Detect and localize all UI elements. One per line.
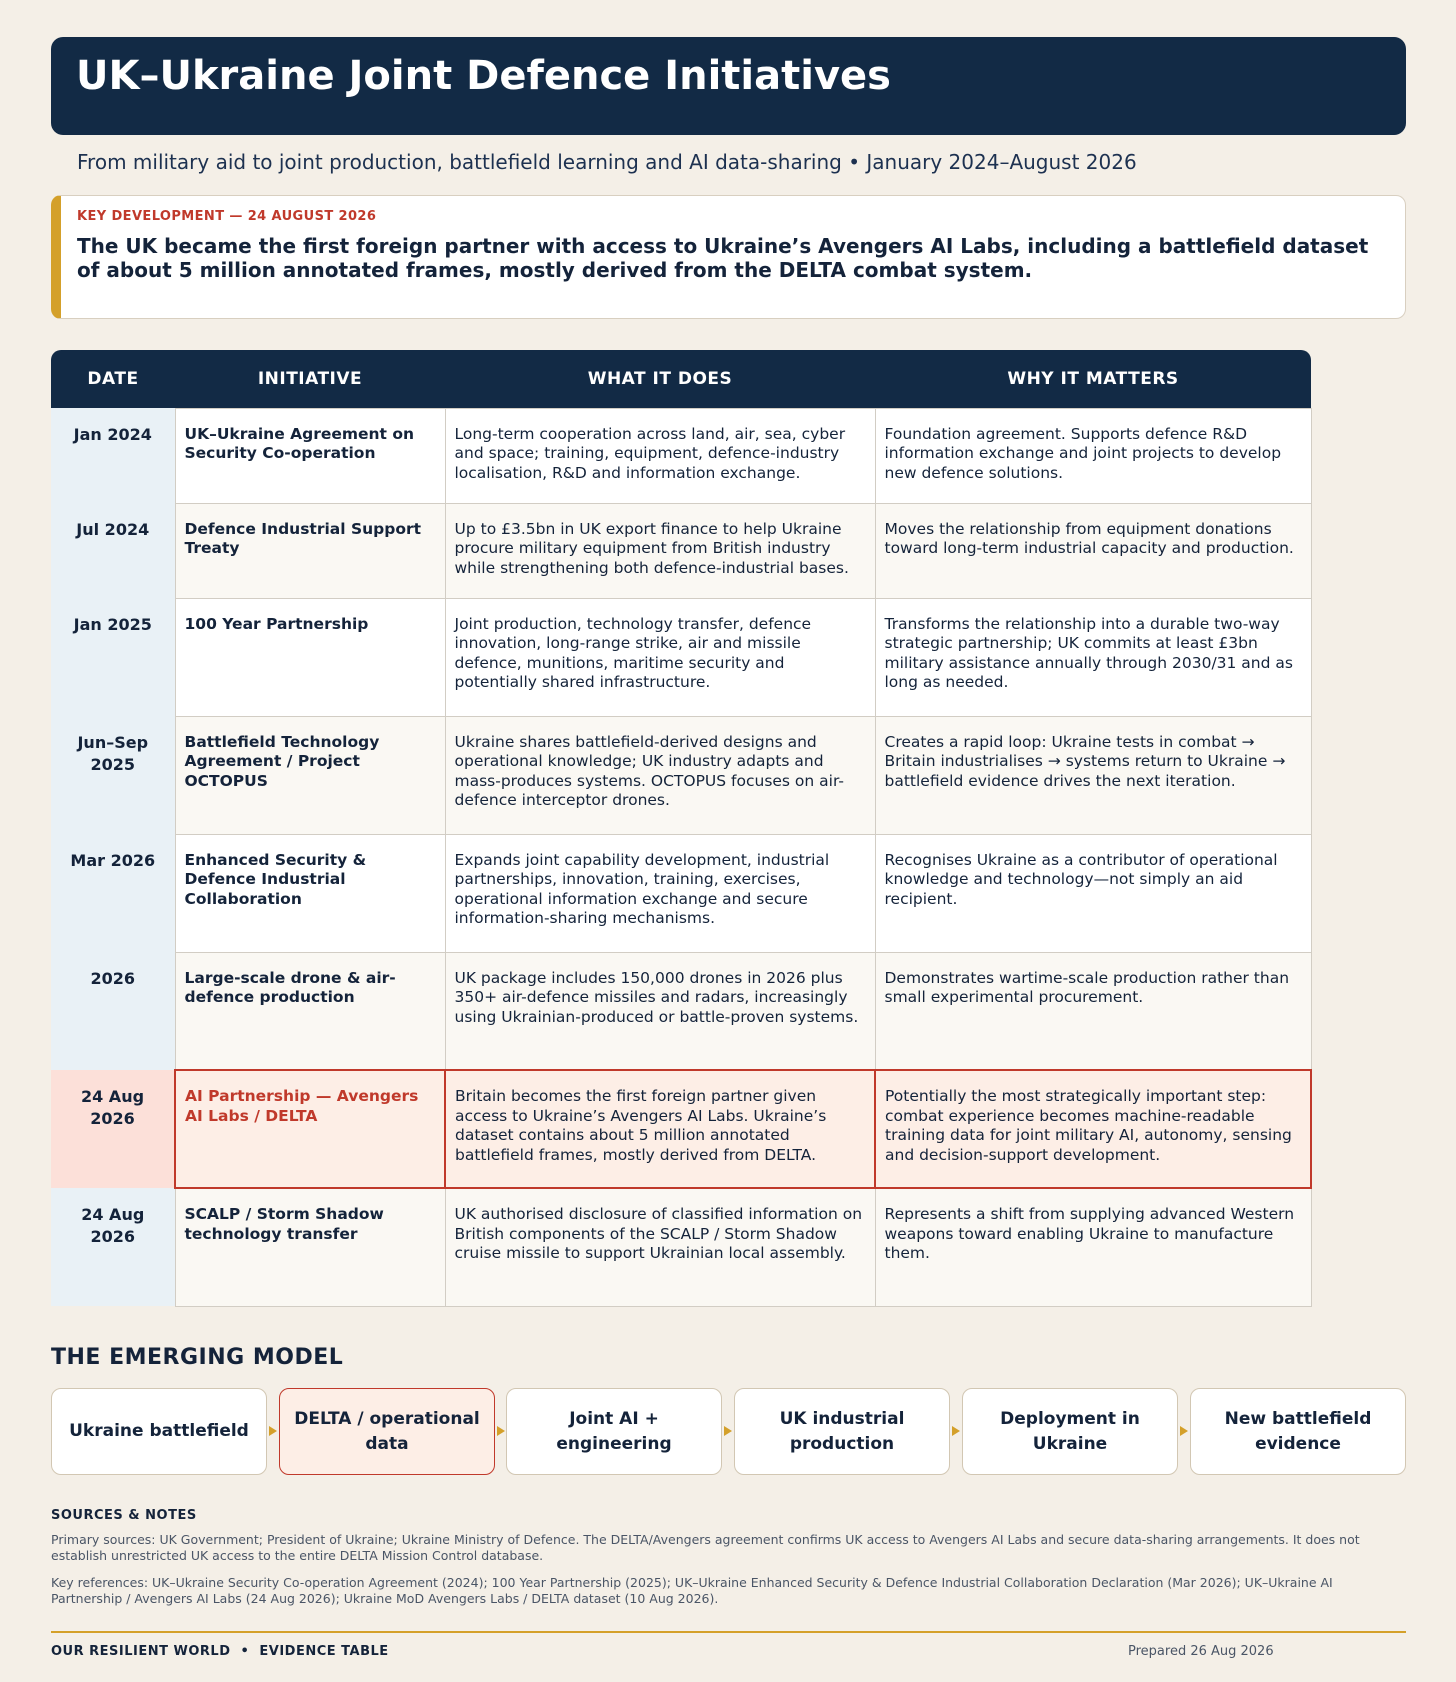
row-initiative: UK–Ukraine Agreement on Security Co-operation [175, 408, 445, 503]
column-header-what: WHAT IT DOES [445, 350, 875, 408]
row-why: Potentially the most strategically important step: combat experience becomes machine-readable training data for joint military AI, autonomy, sensing and decision-support development. [875, 1070, 1311, 1188]
column-header-date: DATE [51, 350, 175, 408]
row-why: Moves the relationship from equipment donations toward long-term industrial capacity and production. [875, 503, 1311, 598]
footer-brand: OUR RESILIENT WORLD • EVIDENCE TABLE [51, 1644, 389, 1659]
table-row [51, 408, 1311, 503]
row-date: Jun–Sep 2025 [51, 716, 175, 834]
arrow-right-icon [497, 1426, 505, 1436]
row-why: Recognises Ukraine as a contributor of operational knowledge and technology—not simply an aid recipient. [875, 834, 1311, 952]
arrow-right-icon [1180, 1426, 1188, 1436]
row-initiative: Enhanced Security & Defence Industrial Collaboration [175, 834, 445, 952]
row-date: Jan 2025 [51, 598, 175, 716]
row-why: Creates a rapid loop: Ukraine tests in combat → Britain industrialises → systems return to Ukraine → battlefield evidence drives the next iteration. [875, 716, 1311, 834]
row-initiative: Battlefield Technology Agreement / Project OCTOPUS [175, 716, 445, 834]
column-header-initiative: INITIATIVE [175, 350, 445, 408]
row-what: Expands joint capability development, industrial partnerships, innovation, training, exercises, operational information exchange and secure information-sharing mechanisms. [445, 834, 875, 952]
table-row [51, 598, 1311, 716]
arrow-right-icon [724, 1426, 732, 1436]
sources-title: SOURCES & NOTES [51, 1508, 197, 1523]
title-bar [51, 37, 1406, 135]
row-initiative: Large-scale drone & air-defence production [175, 952, 445, 1070]
row-initiative: Defence Industrial Support Treaty [175, 503, 445, 598]
row-initiative: 100 Year Partnership [175, 598, 445, 716]
table-row [51, 716, 1311, 834]
row-why: Demonstrates wartime-scale production rather than small experimental procurement. [875, 952, 1311, 1070]
row-date: 24 Aug 2026 [51, 1070, 175, 1188]
footer-prepared-date: Prepared 26 Aug 2026 [1128, 1644, 1274, 1659]
page-title: UK–Ukraine Joint Defence Initiatives [76, 53, 891, 99]
column-header-why: WHY IT MATTERS [875, 350, 1311, 408]
row-why: Transforms the relationship into a durable two-way strategic partnership; UK commits at least £3bn military assistance annually through 2030/31 and as long as needed. [875, 598, 1311, 716]
model-step: Joint AI + engineering [506, 1388, 722, 1475]
table-row [51, 503, 1311, 598]
table-header-row [51, 350, 1311, 408]
page-subtitle: From military aid to joint production, battlefield learning and AI data-sharing • January 2024–August 2026 [77, 150, 1137, 174]
key-development-box [51, 195, 1406, 319]
model-step: UK industrial production [734, 1388, 950, 1475]
key-development-text: The UK became the first foreign partner with access to Ukraine’s Avengers AI Labs, including a battlefield dataset of about 5 million annotated frames, mostly derived from the DELTA combat system. [77, 234, 1369, 282]
row-initiative: AI Partnership — Avengers AI Labs / DELTA [175, 1070, 445, 1188]
key-development-label: KEY DEVELOPMENT — 24 AUGUST 2026 [77, 209, 377, 224]
row-what: UK authorised disclosure of classified information on British components of the SCALP / Storm Shadow cruise missile to support Ukrainian local assembly. [445, 1188, 875, 1306]
model-title: THE EMERGING MODEL [51, 1345, 344, 1370]
row-what: UK package includes 150,000 drones in 2026 plus 350+ air-defence missiles and radars, increasingly using Ukrainian-produced or battle-proven systems. [445, 952, 875, 1070]
model-step: Deployment in Ukraine [962, 1388, 1178, 1475]
row-what: Britain becomes the first foreign partner given access to Ukraine’s Avengers AI Labs. Ukraine’s dataset contains about 5 million annotated battlefield frames, mostly derived from DELTA. [445, 1070, 875, 1188]
table-row-highlighted [51, 1070, 1311, 1188]
row-date: Mar 2026 [51, 834, 175, 952]
row-what: Joint production, technology transfer, defence innovation, long-range strike, air and missile defence, munitions, maritime security and potentially shared infrastructure. [445, 598, 875, 716]
row-why: Foundation agreement. Supports defence R&D information exchange and joint projects to develop new defence solutions. [875, 408, 1311, 503]
model-step: Ukraine battlefield [51, 1388, 267, 1475]
sources-references: Key references: UK–Ukraine Security Co-operation Agreement (2024); 100 Year Partnership (2025); UK–Ukraine Enhanced Security & Defence Industrial Collaboration Declaration (Mar 2026); UK–Ukraine AI Partnership / Avengers AI Labs (24 Aug 2026); Ukraine MoD Avengers Labs / DELTA dataset (10 Aug 2026). [51, 1575, 1333, 1606]
footer-divider [51, 1631, 1406, 1633]
model-step: New battlefield evidence [1190, 1388, 1406, 1475]
row-date: Jan 2024 [51, 408, 175, 503]
row-what: Long-term cooperation across land, air, sea, cyber and space; training, equipment, defence-industry localisation, R&D and information exchange. [445, 408, 875, 503]
row-date: 24 Aug 2026 [51, 1188, 175, 1306]
arrow-right-icon [952, 1426, 960, 1436]
row-date: 2026 [51, 952, 175, 1070]
row-why: Represents a shift from supplying advanced Western weapons toward enabling Ukraine to manufacture them. [875, 1188, 1311, 1306]
row-what: Ukraine shares battlefield-derived designs and operational knowledge; UK industry adapts and mass-produces systems. OCTOPUS focuses on air-defence interceptor drones. [445, 716, 875, 834]
row-date: Jul 2024 [51, 503, 175, 598]
table-row [51, 1188, 1311, 1306]
evidence-table [51, 350, 1312, 1307]
row-what: Up to £3.5bn in UK export finance to help Ukraine procure military equipment from British industry while strengthening both defence-industrial bases. [445, 503, 875, 598]
arrow-right-icon [269, 1426, 277, 1436]
model-step-highlighted: DELTA / operational data [279, 1388, 495, 1475]
table-row [51, 952, 1311, 1070]
sources-primary: Primary sources: UK Government; President of Ukraine; Ukraine Ministry of Defence. The DELTA/Avengers agreement confirms UK access to Avengers AI Labs and secure data-sharing arrangements. It does not establish unrestricted UK access to the entire DELTA Mission Control database. [51, 1532, 1360, 1563]
row-initiative: SCALP / Storm Shadow technology transfer [175, 1188, 445, 1306]
model-flow [51, 1388, 1406, 1475]
table-row [51, 834, 1311, 952]
